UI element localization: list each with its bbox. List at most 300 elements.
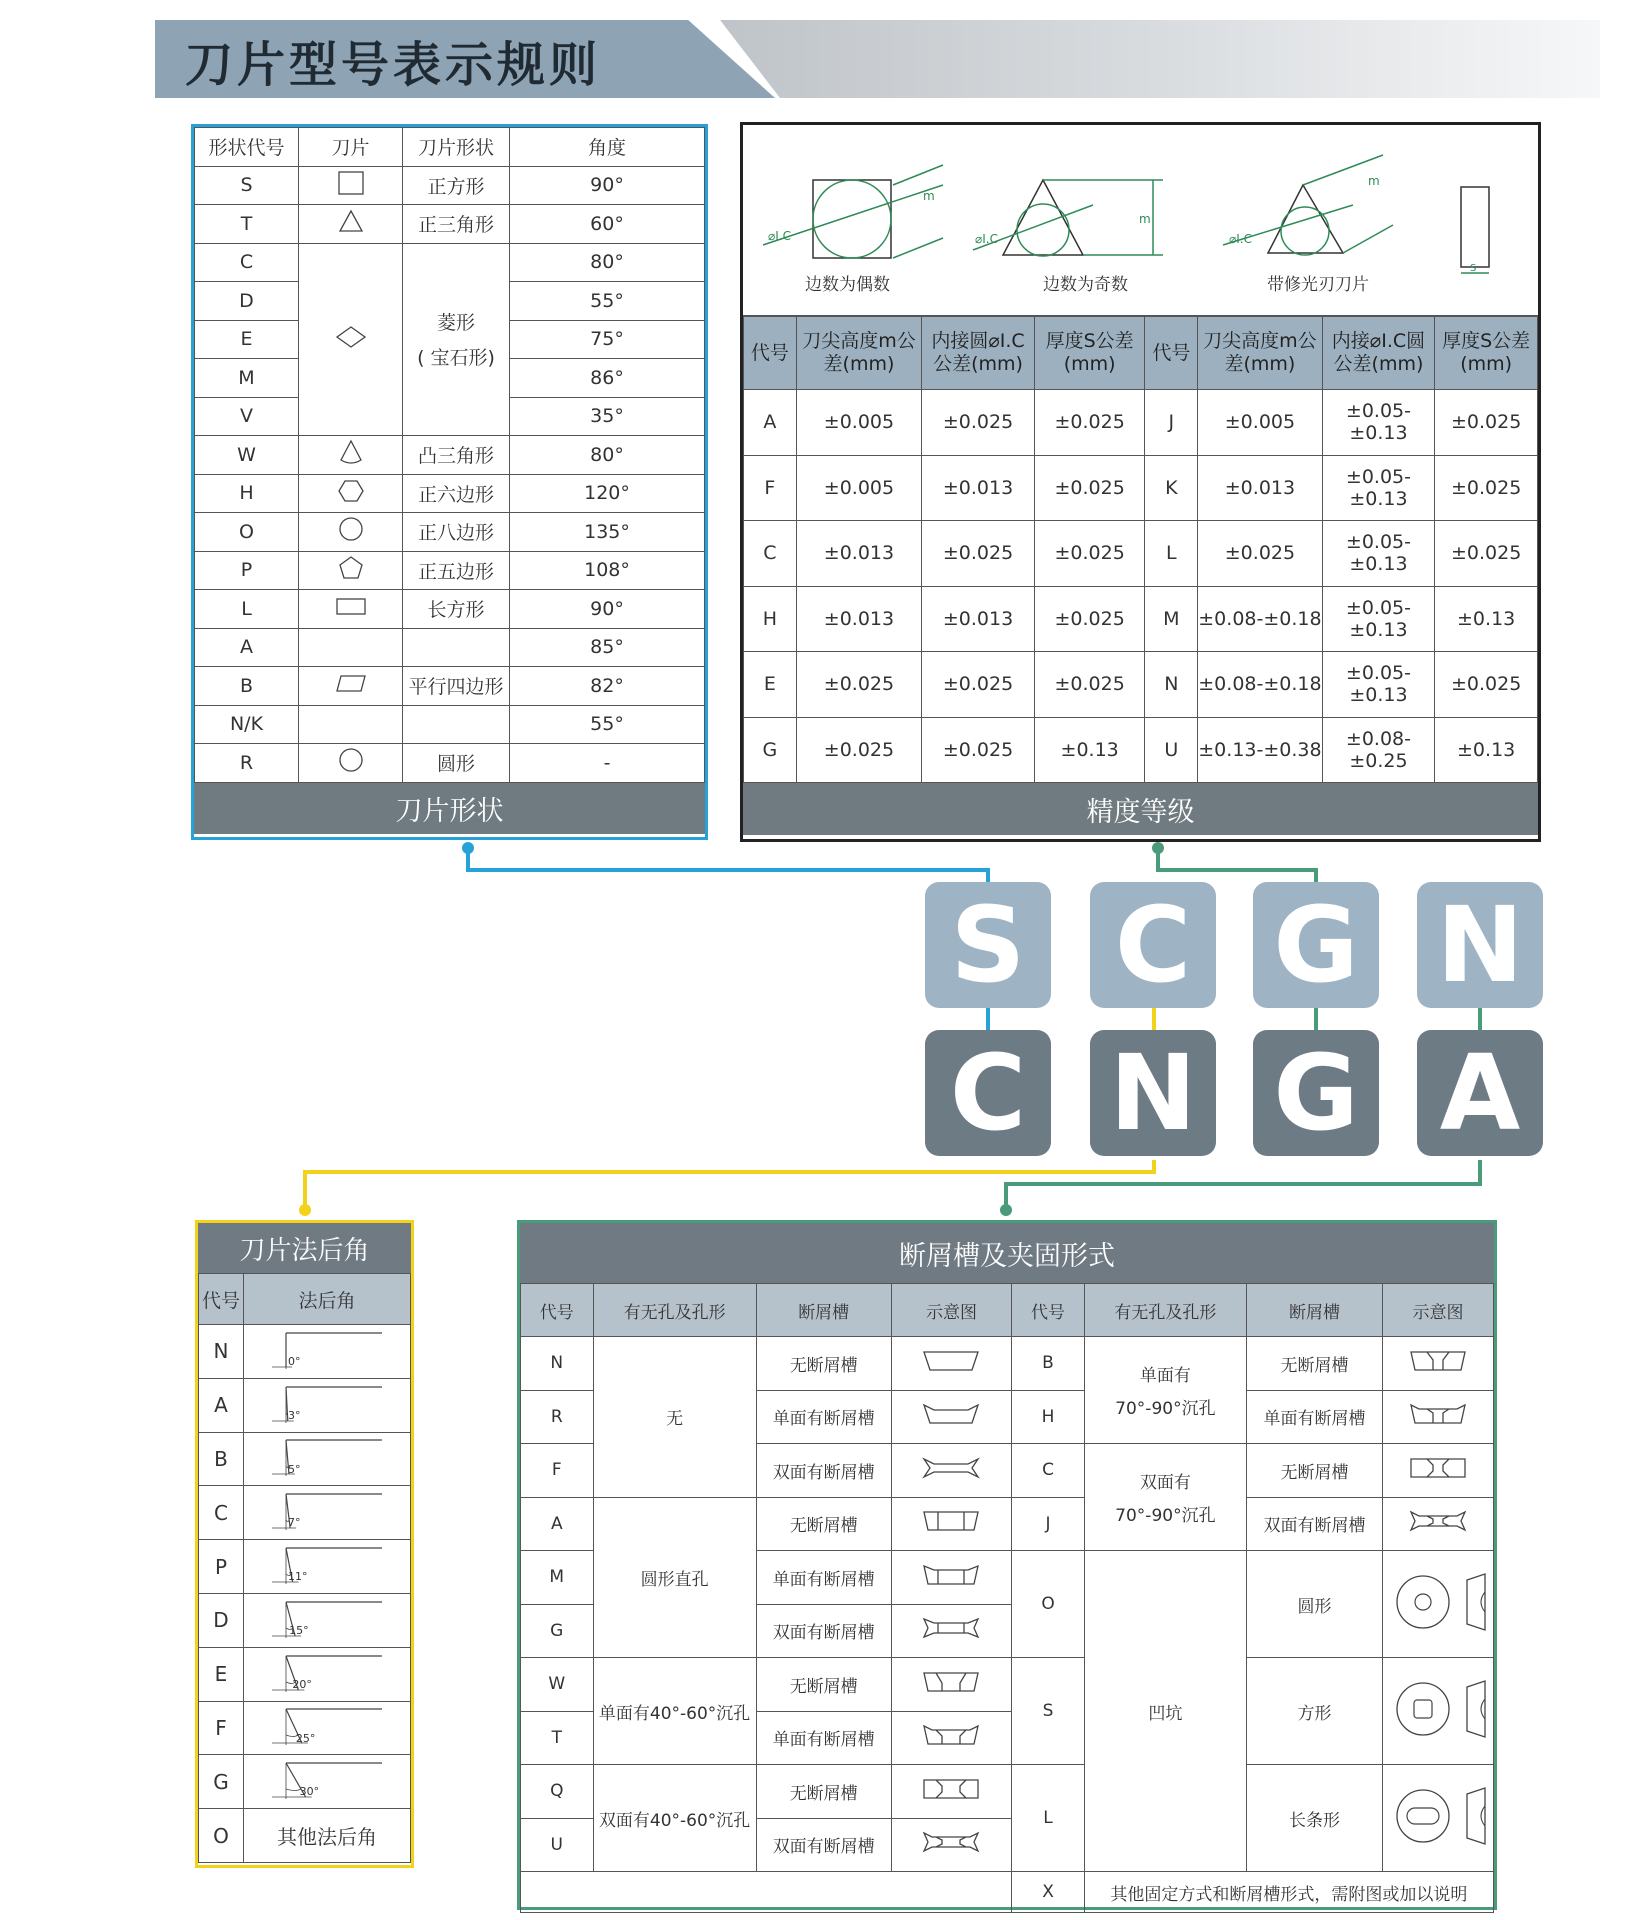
clearance-angle-label: 25°: [295, 1731, 316, 1745]
shape-angle: 120°: [510, 474, 705, 513]
table-row: [199, 1432, 411, 1486]
chip-breaker: 无断屑槽: [1246, 1444, 1382, 1498]
chipbreaker-title: 断屑槽及夹固形式: [520, 1223, 1494, 1283]
chip-breaker: 无断屑槽: [1246, 1337, 1382, 1391]
shape-code: A: [195, 628, 299, 667]
table-row: [744, 390, 1538, 456]
precision-cell: F: [744, 455, 797, 521]
svg-text:⌀I.C: ⌀I.C: [1229, 232, 1252, 246]
code-letter-top-4: N: [1417, 882, 1543, 1008]
shape-icon-cell: [299, 667, 403, 706]
square-icon: [329, 169, 373, 197]
code-letter-bottom-1: C: [925, 1030, 1051, 1156]
shape-name: [403, 628, 510, 667]
clearance-diagram-cell: [244, 1701, 411, 1755]
precision-cell: ±0.08-±0.18: [1198, 586, 1323, 652]
precision-cell: U: [1145, 717, 1198, 783]
precision-cell: K: [1145, 455, 1198, 521]
shape-code: C: [195, 243, 299, 282]
shape-angle: 82°: [510, 667, 705, 706]
precision-cell: ±0.025: [1034, 521, 1145, 587]
chipbreaker-sketch-icon: [916, 1611, 986, 1645]
shape-icon-cell: [299, 744, 403, 783]
chip-code: F: [521, 1444, 594, 1498]
chip-sketch-cell: [891, 1604, 1012, 1658]
clearance-diagram-cell: [244, 1593, 411, 1647]
precision-cell: N: [1145, 652, 1198, 718]
chip-sketch-cell: [891, 1658, 1012, 1712]
table-row: [195, 166, 705, 205]
shape-code: P: [195, 551, 299, 590]
precision-cell: ±0.025: [1034, 390, 1145, 456]
precision-cell: ±0.025: [796, 652, 922, 718]
shape-icon-cell: [299, 166, 403, 205]
shape-code: S: [195, 166, 299, 205]
table-row: [195, 243, 705, 282]
chip-sketch-cell: [1383, 1337, 1494, 1391]
col-header: 代号: [1145, 317, 1198, 390]
precision-cell: H: [744, 586, 797, 652]
chipbreaker-panel: [517, 1220, 1497, 1910]
chip-empty: [521, 1872, 1012, 1913]
chip-code: N: [521, 1337, 594, 1391]
circle-icon: [329, 746, 373, 774]
shape-angle: 135°: [510, 513, 705, 552]
shape-name: [403, 705, 510, 744]
chipbreaker-table: [520, 1283, 1494, 1913]
precision-cell: G: [744, 717, 797, 783]
table-row: [199, 1647, 411, 1701]
shape-code: B: [195, 667, 299, 706]
col-header: 代号: [521, 1284, 594, 1337]
shape-icon-cell: [299, 474, 403, 513]
shape-icon-cell: [299, 436, 403, 475]
chipbreaker-sketch-icon: [1403, 1397, 1473, 1431]
chip-hole-right: [1084, 1444, 1246, 1551]
code-letter-bottom-3: G: [1253, 1030, 1379, 1156]
shape-angle: 108°: [510, 551, 705, 590]
insert-shape-table: [194, 127, 705, 783]
chip-code: B: [1012, 1337, 1085, 1391]
chipbreaker-sketch-icon: [1403, 1504, 1473, 1538]
chipbreaker-sketch-icon: [916, 1772, 986, 1806]
chip-code: U: [521, 1818, 594, 1872]
shape-icon-cell: [299, 513, 403, 552]
chip-code: A: [521, 1497, 594, 1551]
shape-name: 圆形: [403, 744, 510, 783]
connector-dot: [1000, 1204, 1012, 1216]
chipbreaker-sketch-icon: [916, 1558, 986, 1592]
clearance-diagram-cell: [244, 1647, 411, 1701]
clearance-angle-icon: [262, 1596, 392, 1640]
chip-hole: 双面有40°-60°沉孔: [593, 1765, 756, 1872]
table-row: [199, 1593, 411, 1647]
precision-cell: ±0.13: [1435, 586, 1538, 652]
clearance-diagram-cell: [244, 1540, 411, 1594]
shape-icon-cell: [299, 551, 403, 590]
precision-cell: ±0.05-±0.13: [1322, 521, 1435, 587]
pit-diagram-icon: [1383, 1552, 1493, 1652]
chip-sketch-cell: [891, 1818, 1012, 1872]
col-header: 刀片形状: [403, 128, 510, 167]
shape-code: N/K: [195, 705, 299, 744]
connector-clearance: [305, 1160, 1154, 1210]
chip-code: S: [1012, 1658, 1085, 1765]
chip-sketch-cell: [891, 1497, 1012, 1551]
precision-cell: ±0.013: [1198, 455, 1323, 521]
precision-cell: ±0.025: [796, 717, 922, 783]
chipbreaker-sketch-icon: [1403, 1451, 1473, 1485]
chip-hole-right: [1084, 1337, 1246, 1444]
connector-dot: [299, 1204, 311, 1216]
chipbreaker-sketch-icon: [916, 1718, 986, 1752]
header-banner-gradient: [720, 20, 1600, 98]
table-row: [195, 205, 705, 244]
table-row: [199, 1540, 411, 1594]
shape-angle: 80°: [510, 243, 705, 282]
shape-icon-cell: [299, 590, 403, 629]
clearance-angle-icon: [262, 1703, 392, 1747]
chip-sketch-cell: [1383, 1551, 1494, 1658]
precision-cell: ±0.025: [922, 652, 1035, 718]
shape-code: V: [195, 397, 299, 436]
col-header: 示意图: [1383, 1284, 1494, 1337]
precision-cell: ±0.013: [922, 586, 1035, 652]
precision-cell: ±0.025: [922, 521, 1035, 587]
shape-code: R: [195, 744, 299, 783]
chip-breaker: 双面有断屑槽: [1246, 1497, 1382, 1551]
precision-cell: ±0.025: [1034, 586, 1145, 652]
precision-panel: [740, 122, 1541, 842]
chip-breaker: 单面有断屑槽: [756, 1390, 891, 1444]
chipbreaker-sketch-icon: [916, 1665, 986, 1699]
precision-cell: ±0.025: [1435, 390, 1538, 456]
col-header: 示意图: [891, 1284, 1012, 1337]
col-header: 断屑槽: [1246, 1284, 1382, 1337]
chip-sketch-cell: [891, 1390, 1012, 1444]
clearance-angle-icon: [262, 1381, 392, 1425]
table-row: [195, 436, 705, 475]
col-header: 形状代号: [195, 128, 299, 167]
chip-hole-line: 70°-90°沉孔: [1115, 1506, 1216, 1526]
chip-sketch-cell: [891, 1337, 1012, 1391]
table-row: [195, 667, 705, 706]
clearance-code: B: [199, 1432, 244, 1486]
chip-breaker: 双面有断屑槽: [756, 1604, 891, 1658]
chip-code: O: [1012, 1551, 1085, 1658]
chip-sketch-cell: [891, 1765, 1012, 1819]
chip-x-note: 其他固定方式和断屑槽形式，需附图或加以说明: [1084, 1872, 1493, 1913]
clearance-code: N: [199, 1325, 244, 1379]
precision-cell: ±0.013: [922, 455, 1035, 521]
precision-cell: M: [1145, 586, 1198, 652]
clearance-code: F: [199, 1701, 244, 1755]
clearance-code: E: [199, 1647, 244, 1701]
table-row: [744, 652, 1538, 718]
precision-cell: ±0.025: [1198, 521, 1323, 587]
clearance-angle-label: 3°: [288, 1408, 301, 1422]
col-header: 断屑槽: [756, 1284, 891, 1337]
trigon-icon: [329, 438, 373, 466]
insert-shape-panel: [191, 124, 708, 840]
precision-cell: ±0.005: [796, 390, 922, 456]
precision-cell: ±0.005: [1198, 390, 1323, 456]
table-row: [521, 1337, 1494, 1391]
chip-breaker: 无断屑槽: [756, 1497, 891, 1551]
chip-hole-line: 双面有: [1139, 1473, 1191, 1493]
precision-cell: ±0.025: [1435, 521, 1538, 587]
connector-dot: [462, 842, 474, 854]
precision-footer: 精度等级: [743, 783, 1538, 835]
col-header: 有无孔及孔形: [1084, 1284, 1246, 1337]
connector-dot: [1152, 842, 1164, 854]
table-header-row: [744, 317, 1538, 390]
svg-text:m: m: [1139, 212, 1151, 226]
triangle-icon: [329, 207, 373, 235]
chipbreaker-sketch-icon: [916, 1397, 986, 1431]
shape-name: 正六边形: [403, 474, 510, 513]
chip-hole-line: 单面有: [1139, 1366, 1191, 1386]
precision-cell: C: [744, 521, 797, 587]
shape-angle: 80°: [510, 436, 705, 475]
chip-breaker: 单面有断屑槽: [756, 1711, 891, 1765]
col-header: 刀片: [299, 128, 403, 167]
clearance-diagram-cell: [244, 1325, 411, 1379]
rhombus-icon: [329, 323, 373, 351]
clearance-title: 刀片法后角: [198, 1223, 411, 1273]
clearance-code: G: [199, 1755, 244, 1809]
col-header: 刀尖高度m公差(mm): [796, 317, 922, 390]
svg-text:S: S: [1470, 263, 1477, 274]
chip-breaker: 无断屑槽: [756, 1658, 891, 1712]
precision-cell: ±0.13-±0.38: [1198, 717, 1323, 783]
clearance-code: D: [199, 1593, 244, 1647]
shape-name: 正五边形: [403, 551, 510, 590]
pit-diagram-icon: [1383, 1766, 1493, 1866]
col-header: 代号: [744, 317, 797, 390]
shape-code: E: [195, 320, 299, 359]
chip-breaker: 圆形: [1246, 1551, 1382, 1658]
shape-code: M: [195, 359, 299, 398]
table-row: [199, 1755, 411, 1809]
col-header: 法后角: [244, 1274, 411, 1325]
clearance-angle-label: 0°: [288, 1355, 301, 1368]
precision-cell: ±0.05-±0.13: [1322, 586, 1435, 652]
clearance-angle-icon: [262, 1542, 392, 1586]
clearance-code: O: [199, 1809, 244, 1863]
precision-cell: ±0.13: [1435, 717, 1538, 783]
connector-chipbreaker: [1006, 1160, 1480, 1210]
shape-code: W: [195, 436, 299, 475]
shape-angle: 90°: [510, 166, 705, 205]
shape-angle: -: [510, 744, 705, 783]
shape-name: 正三角形: [403, 205, 510, 244]
clearance-diagram-cell: [244, 1378, 411, 1432]
shape-angle: 55°: [510, 282, 705, 321]
shape-name: 平行四边形: [403, 667, 510, 706]
shape-angle: 55°: [510, 705, 705, 744]
shape-code: O: [195, 513, 299, 552]
pit-diagram-icon: [1383, 1659, 1493, 1759]
precision-cell: ±0.05-±0.13: [1322, 390, 1435, 456]
table-row: [195, 551, 705, 590]
chip-code: X: [1012, 1872, 1085, 1913]
insert-shape-footer: 刀片形状: [194, 783, 705, 834]
shape-angle: 86°: [510, 359, 705, 398]
chip-breaker: 单面有断屑槽: [1246, 1390, 1382, 1444]
precision-cell: A: [744, 390, 797, 456]
chipbreaker-sketch-icon: [1403, 1344, 1473, 1378]
chip-code: L: [1012, 1765, 1085, 1872]
connector-precision: [1158, 848, 1316, 882]
code-letter-top-3: G: [1253, 882, 1379, 1008]
col-header: 有无孔及孔形: [593, 1284, 756, 1337]
svg-text:m: m: [1368, 174, 1380, 188]
clearance-angle-icon: [262, 1434, 392, 1478]
clearance-angle-panel: [195, 1220, 414, 1868]
chip-breaker: 长条形: [1246, 1765, 1382, 1872]
thickness-diagram: [1461, 187, 1489, 274]
precision-cell: ±0.025: [922, 390, 1035, 456]
col-header: 厚度S公差(mm): [1435, 317, 1538, 390]
rectangle-icon: [329, 592, 373, 620]
col-header: 代号: [1012, 1284, 1085, 1337]
rhombus-name-line1: 菱形: [436, 312, 475, 335]
precision-cell: ±0.013: [796, 586, 922, 652]
chip-sketch-cell: [1383, 1497, 1494, 1551]
clearance-diagram-cell: [244, 1755, 411, 1809]
chip-code: Q: [521, 1765, 594, 1819]
table-row: [195, 744, 705, 783]
table-row: [199, 1325, 411, 1379]
chip-code: M: [521, 1551, 594, 1605]
chip-sketch-cell: [891, 1444, 1012, 1498]
chipbreaker-sketch-icon: [916, 1825, 986, 1859]
table-row: [195, 590, 705, 629]
table-row: [195, 705, 705, 744]
shape-code: D: [195, 282, 299, 321]
table-row: [744, 455, 1538, 521]
chip-sketch-cell: [1383, 1765, 1494, 1872]
table-row: [744, 717, 1538, 783]
diagram-label-even: 边数为偶数: [805, 275, 890, 295]
chip-breaker: 无断屑槽: [756, 1337, 891, 1391]
chip-breaker: 单面有断屑槽: [756, 1551, 891, 1605]
chip-breaker: 无断屑槽: [756, 1765, 891, 1819]
precision-diagram: [743, 125, 1538, 316]
precision-cell: ±0.025: [1435, 455, 1538, 521]
clearance-table: [198, 1273, 411, 1863]
even-sides-diagram: [763, 165, 943, 258]
precision-cell: ±0.025: [1034, 652, 1145, 718]
chipbreaker-sketch-icon: [916, 1344, 986, 1378]
hexagon-icon: [329, 477, 373, 505]
table-row: [195, 474, 705, 513]
chip-sketch-cell: [1383, 1658, 1494, 1765]
clearance-diagram-cell: [244, 1432, 411, 1486]
shape-code: T: [195, 205, 299, 244]
precision-cell: L: [1145, 521, 1198, 587]
shape-name: 凸三角形: [403, 436, 510, 475]
precision-cell: ±0.025: [1435, 652, 1538, 718]
wiper-insert-diagram: [1223, 155, 1393, 255]
chip-hole-line: 70°-90°沉孔: [1115, 1399, 1216, 1419]
code-letter-top-1: S: [925, 882, 1051, 1008]
chip-sketch-cell: [891, 1551, 1012, 1605]
col-header: 厚度S公差(mm): [1034, 317, 1145, 390]
clearance-angle-label: 11°: [288, 1570, 308, 1584]
chip-hole: 单面有40°-60°沉孔: [593, 1658, 756, 1765]
page-title: 刀片型号表示规则: [185, 37, 602, 93]
clearance-angle-label: 5°: [288, 1462, 301, 1476]
precision-cell: ±0.13: [1034, 717, 1145, 783]
chip-hole: 无: [593, 1337, 756, 1498]
precision-cell: ±0.08-±0.25: [1322, 717, 1435, 783]
table-row: [199, 1701, 411, 1755]
shape-code: L: [195, 590, 299, 629]
precision-cell: ±0.005: [796, 455, 922, 521]
svg-text:⌀I.C: ⌀I.C: [768, 229, 791, 243]
clearance-angle-label: 20°: [292, 1677, 312, 1691]
shape-angle: 75°: [510, 320, 705, 359]
table-header-row: [199, 1274, 411, 1325]
chip-sketch-cell: [1383, 1390, 1494, 1444]
clearance-angle-label: 7°: [288, 1516, 301, 1530]
chipbreaker-sketch-icon: [916, 1451, 986, 1485]
table-row: [521, 1872, 1494, 1913]
clearance-angle-icon: [262, 1327, 392, 1371]
table-row: [521, 1765, 1494, 1819]
table-row: [199, 1486, 411, 1540]
col-header: 代号: [199, 1274, 244, 1325]
odd-sides-diagram: [973, 180, 1163, 256]
clearance-angle-icon: [262, 1650, 392, 1694]
clearance-angle-icon: [262, 1488, 392, 1532]
chip-hole: 圆形直孔: [593, 1497, 756, 1658]
shape-name: 正方形: [403, 166, 510, 205]
table-row: [744, 586, 1538, 652]
precision-cell: E: [744, 652, 797, 718]
table-row: [521, 1497, 1494, 1551]
precision-cell: ±0.08-±0.18: [1198, 652, 1323, 718]
chip-breaker: 双面有断屑槽: [756, 1818, 891, 1872]
precision-cell: ±0.05-±0.13: [1322, 455, 1435, 521]
chip-code: R: [521, 1390, 594, 1444]
chip-code: G: [521, 1604, 594, 1658]
shape-name: 正八边形: [403, 513, 510, 552]
pentagon-icon: [329, 554, 373, 582]
table-row: [744, 521, 1538, 587]
code-letter-top-2: C: [1090, 882, 1216, 1008]
table-header-row: [195, 128, 705, 167]
rhombus-name-line2: ( 宝石形): [417, 347, 495, 370]
octagon-icon: [329, 515, 373, 543]
diagram-label-wiper: 带修光刃刀片: [1267, 275, 1369, 295]
shape-icon-cell: [299, 628, 403, 667]
diagram-label-odd: 边数为奇数: [1043, 275, 1128, 295]
chip-hole-right: 凹坑: [1084, 1551, 1246, 1872]
chip-code: H: [1012, 1390, 1085, 1444]
clearance-angle-icon: [262, 1757, 392, 1801]
precision-cell: ±0.025: [922, 717, 1035, 783]
shape-name: 长方形: [403, 590, 510, 629]
precision-cell: ±0.013: [796, 521, 922, 587]
table-row: [199, 1809, 411, 1863]
chip-sketch-cell: [891, 1711, 1012, 1765]
precision-cell: ±0.025: [1034, 455, 1145, 521]
clearance-angle-label: 30°: [299, 1785, 320, 1799]
parallelogram-icon: [329, 669, 373, 697]
